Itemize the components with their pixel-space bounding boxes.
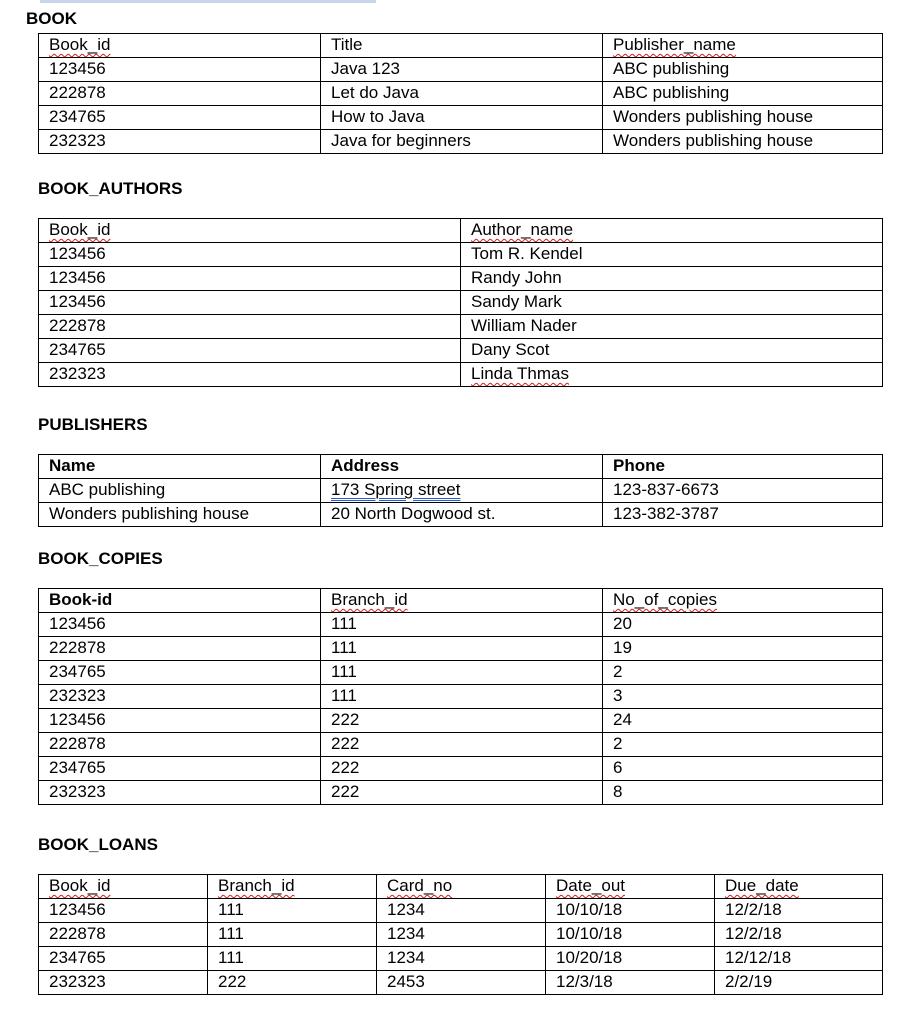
column-header: No_of_copies <box>603 589 883 613</box>
publishers-table <box>38 454 883 527</box>
table-cell: 123-382-3787 <box>603 503 883 527</box>
book-copies-table <box>38 588 883 805</box>
column-header: Branch_id <box>321 589 603 613</box>
column-header: Phone <box>603 455 883 479</box>
table-header-row <box>39 34 883 58</box>
table-cell: 222 <box>321 757 603 781</box>
column-header: Book_id <box>39 219 461 243</box>
table-cell: 111 <box>208 947 377 971</box>
table-cell: 19 <box>603 637 883 661</box>
table-cell: 111 <box>321 613 603 637</box>
table-cell: 234765 <box>39 947 208 971</box>
table-cell: 232323 <box>39 130 321 154</box>
table-row <box>39 106 883 130</box>
table-cell: 234765 <box>39 661 321 685</box>
table-cell: Let do Java <box>321 82 603 106</box>
table-cell: 2 <box>603 661 883 685</box>
table-row <box>39 661 883 685</box>
table-cell: 222878 <box>39 315 461 339</box>
table-cell: 123456 <box>39 58 321 82</box>
table-cell: 1234 <box>377 947 546 971</box>
table-cell: Linda Thmas <box>461 363 883 387</box>
table-row <box>39 339 883 363</box>
table-cell: 2/2/19 <box>715 971 883 995</box>
book-heading: BOOK <box>26 9 77 28</box>
table-cell: 123456 <box>39 613 321 637</box>
table-cell: Wonders publishing house <box>39 503 321 527</box>
book-table <box>38 33 883 154</box>
table-cell: Wonders publishing house <box>603 130 883 154</box>
column-header: Branch_id <box>208 875 377 899</box>
table-cell: 2 <box>603 733 883 757</box>
table-row <box>39 363 883 387</box>
table-cell: 20 North Dogwood st. <box>321 503 603 527</box>
book-authors-table <box>38 218 883 387</box>
table-cell: 234765 <box>39 339 461 363</box>
table-cell: 12/3/18 <box>546 971 715 995</box>
table-cell: Java for beginners <box>321 130 603 154</box>
table-cell: Randy John <box>461 267 883 291</box>
table-row <box>39 923 883 947</box>
column-header: Book-id <box>39 589 321 613</box>
table-cell: 10/20/18 <box>546 947 715 971</box>
table-cell: Java 123 <box>321 58 603 82</box>
book-copies-heading: BOOK_COPIES <box>38 549 163 568</box>
table-cell: How to Java <box>321 106 603 130</box>
table-row <box>39 709 883 733</box>
table-cell: 232323 <box>39 781 321 805</box>
table-cell: Tom R. Kendel <box>461 243 883 267</box>
table-cell: William Nader <box>461 315 883 339</box>
table-cell: 232323 <box>39 363 461 387</box>
table-header-row <box>39 219 883 243</box>
column-header: Author_name <box>461 219 883 243</box>
table-cell: 222878 <box>39 82 321 106</box>
column-header: Address <box>321 455 603 479</box>
book-authors-heading: BOOK_AUTHORS <box>38 179 183 198</box>
table-row <box>39 243 883 267</box>
table-cell: 222878 <box>39 733 321 757</box>
table-cell: 12/2/18 <box>715 899 883 923</box>
table-cell: 111 <box>321 637 603 661</box>
table-cell: 123-837-6673 <box>603 479 883 503</box>
table-cell: 1234 <box>377 899 546 923</box>
table-cell: 20 <box>603 613 883 637</box>
book-loans-table <box>38 874 883 995</box>
column-header: Book_id <box>39 34 321 58</box>
table-row <box>39 130 883 154</box>
table-cell: ABC publishing <box>603 58 883 82</box>
table-cell: 222878 <box>39 923 208 947</box>
table-cell: 123456 <box>39 709 321 733</box>
table-cell: 222 <box>208 971 377 995</box>
table-header-row <box>39 589 883 613</box>
table-cell: 222878 <box>39 637 321 661</box>
column-header: Book_id <box>39 875 208 899</box>
table-header-row <box>39 455 883 479</box>
table-cell: 222 <box>321 709 603 733</box>
table-cell: Wonders publishing house <box>603 106 883 130</box>
table-row <box>39 58 883 82</box>
table-cell: 10/10/18 <box>546 899 715 923</box>
table-cell: 10/10/18 <box>546 923 715 947</box>
table-cell: 222 <box>321 733 603 757</box>
table-row <box>39 637 883 661</box>
table-cell: 8 <box>603 781 883 805</box>
column-header: Card_no <box>377 875 546 899</box>
table-cell: Sandy Mark <box>461 291 883 315</box>
column-header: Name <box>39 455 321 479</box>
table-cell: Dany Scot <box>461 339 883 363</box>
table-row <box>39 315 883 339</box>
table-cell: 111 <box>321 661 603 685</box>
table-cell: ABC publishing <box>603 82 883 106</box>
table-row <box>39 685 883 709</box>
table-cell: 12/12/18 <box>715 947 883 971</box>
table-row <box>39 781 883 805</box>
table-cell: 234765 <box>39 106 321 130</box>
table-cell: 12/2/18 <box>715 923 883 947</box>
table-cell: 232323 <box>39 685 321 709</box>
publishers-heading: PUBLISHERS <box>38 415 148 434</box>
table-row <box>39 947 883 971</box>
column-header: Publisher_name <box>603 34 883 58</box>
table-cell: 24 <box>603 709 883 733</box>
book-loans-heading: BOOK_LOANS <box>38 835 158 854</box>
table-cell: ABC publishing <box>39 479 321 503</box>
table-cell: 111 <box>208 923 377 947</box>
column-header: Title <box>321 34 603 58</box>
table-cell: 123456 <box>39 267 461 291</box>
table-row <box>39 971 883 995</box>
table-cell: 123456 <box>39 243 461 267</box>
table-row <box>39 757 883 781</box>
table-row <box>39 479 883 503</box>
table-row <box>39 82 883 106</box>
table-header-row <box>39 875 883 899</box>
column-header: Date_out <box>546 875 715 899</box>
table-cell: 6 <box>603 757 883 781</box>
table-cell: 2453 <box>377 971 546 995</box>
table-cell: 123456 <box>39 899 208 923</box>
column-header: Due_date <box>715 875 883 899</box>
table-row <box>39 267 883 291</box>
table-row <box>39 733 883 757</box>
table-cell: 111 <box>321 685 603 709</box>
table-row <box>39 291 883 315</box>
table-cell: 173 Spring street <box>321 479 603 503</box>
table-cell: 111 <box>208 899 377 923</box>
table-row <box>39 613 883 637</box>
table-cell: 232323 <box>39 971 208 995</box>
table-cell: 234765 <box>39 757 321 781</box>
table-cell: 123456 <box>39 291 461 315</box>
table-cell: 1234 <box>377 923 546 947</box>
selection-highlight-bar <box>40 0 376 3</box>
table-row <box>39 899 883 923</box>
table-row <box>39 503 883 527</box>
table-cell: 222 <box>321 781 603 805</box>
table-cell: 3 <box>603 685 883 709</box>
